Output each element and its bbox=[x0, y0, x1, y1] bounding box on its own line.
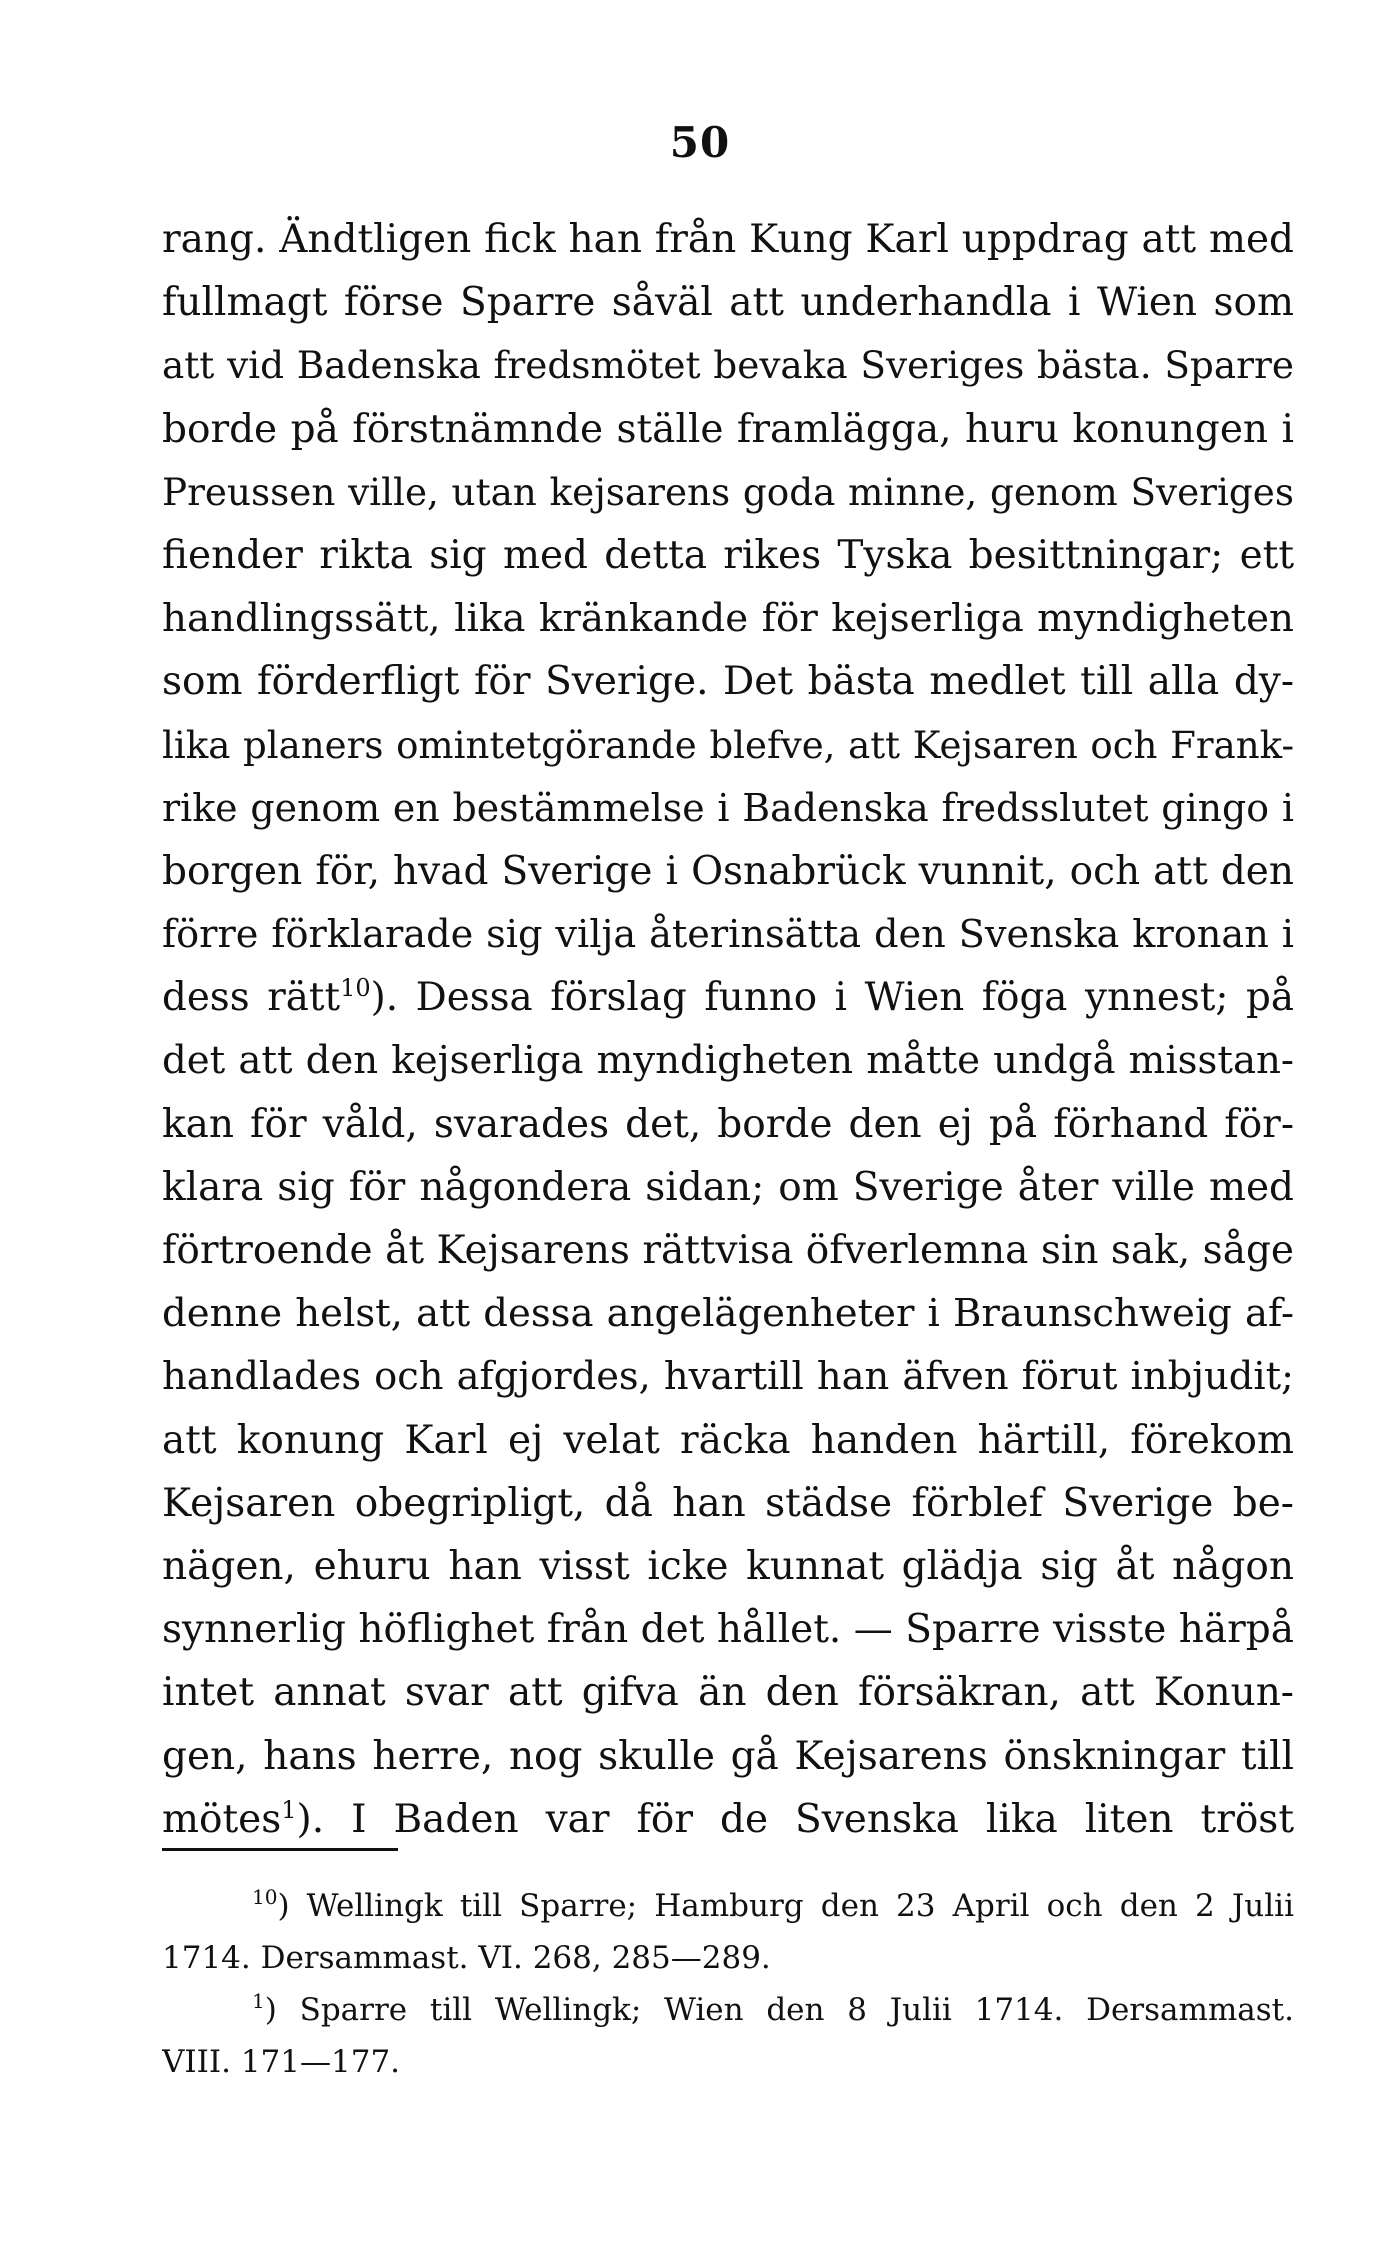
body-line-text: dess rätt bbox=[162, 975, 341, 1021]
body-line: förre förklarade sig vilja återinsätta den Svenska kronan i bbox=[162, 912, 1294, 958]
body-line: det att den kejserliga myndigheten måtte undgå misstan- bbox=[162, 1038, 1294, 1084]
body-line: denne helst, att dessa angelägenheter i Braunschweig af- bbox=[162, 1291, 1294, 1337]
footnote-separator bbox=[162, 1848, 398, 1851]
body-line: att vid Badenska fredsmötet bevaka Sveriges bästa. Sparre bbox=[162, 343, 1294, 388]
page-number: 50 bbox=[669, 118, 731, 167]
footnote-line bbox=[162, 1984, 1294, 2036]
body-line-text: ). Dessa förslag funno i Wien föga ynnest; på bbox=[370, 975, 1294, 1021]
footnote-text: ) Sparre till Wellingk; Wien den 8 Julii 1714. Dersammast. bbox=[264, 1992, 1294, 2028]
body-line-with-footnote-ref bbox=[162, 966, 1294, 1029]
body-line: fullmagt förse Sparre såväl att underhandla i Wien som bbox=[162, 280, 1294, 326]
footnote-reference: 1 bbox=[281, 1795, 297, 1824]
body-line: förtroende åt Kejsarens rättvisa öfverlemna sin sak, såge bbox=[162, 1228, 1294, 1273]
body-line: intet annat svar att gifva än den försäkran, att Konun- bbox=[162, 1670, 1294, 1716]
body-line: handlingssätt, lika kränkande för kejserliga myndigheten bbox=[162, 596, 1294, 642]
body-line: borde på förstnämnde ställe framlägga, huru konungen i bbox=[162, 406, 1294, 452]
footnote-marker: 10 bbox=[252, 1885, 278, 1909]
body-line: kan för våld, svarades det, borde den ej på förhand för- bbox=[162, 1101, 1294, 1147]
body-line: Kejsaren obegripligt, då han städse förblef Sverige be- bbox=[162, 1480, 1294, 1526]
body-line: gen, hans herre, nog skulle gå Kejsarens önskningar till bbox=[162, 1733, 1294, 1779]
body-line: synnerlig höflighet från det hållet. — Sparre visste härpå bbox=[162, 1607, 1294, 1653]
footnotes bbox=[162, 1880, 1294, 2088]
body-line: borgen för, hvad Sverige i Osnabrück vunnit, och att den bbox=[162, 848, 1294, 894]
body-line: klara sig för någondera sidan; om Sverige åter ville med bbox=[162, 1164, 1294, 1210]
body-line: att konung Karl ej velat räcka handen härtill, förekom bbox=[162, 1417, 1294, 1463]
footnote-marker: 1 bbox=[252, 1989, 265, 2013]
body-line: rike genom en bestämmelse i Badenska fredsslutet gingo i bbox=[162, 785, 1294, 830]
footnote-line: VIII. 171—177. bbox=[162, 2044, 401, 2080]
footnote-line: 1714. Dersammast. VI. 268, 285—289. bbox=[162, 1940, 771, 1976]
body-line: handlades och afgjordes, hvartill han äfven förut inbjudit; bbox=[162, 1354, 1294, 1400]
body-line-text: ). I Baden var för de Svenska lika liten tröst bbox=[296, 1796, 1294, 1842]
body-line: lika planers omintetgörande blefve, att Kejsaren och Frank- bbox=[162, 723, 1294, 767]
body-line-with-footnote-ref bbox=[162, 1788, 1294, 1851]
body-line: som förderfligt för Sverige. Det bästa medlet till alla dy- bbox=[162, 659, 1294, 705]
footnote-reference: 10 bbox=[340, 974, 371, 1003]
footnote-text: ) Wellingk till Sparre; Hamburg den 23 April och den 2 Julii bbox=[277, 1888, 1294, 1924]
body-line-text: mötes bbox=[162, 1796, 282, 1842]
body-line: Preussen ville, utan kejsarens goda minne, genom Sveriges bbox=[162, 469, 1294, 514]
body-text bbox=[162, 208, 1294, 1851]
footnote-line bbox=[162, 1880, 1294, 1932]
body-line: nägen, ehuru han visst icke kunnat glädja sig åt någon bbox=[162, 1543, 1294, 1589]
body-line: rang. Ändtligen fick han från Kung Karl uppdrag att med bbox=[162, 217, 1294, 262]
body-line: fiender rikta sig med detta rikes Tyska besittningar; ett bbox=[162, 532, 1294, 578]
